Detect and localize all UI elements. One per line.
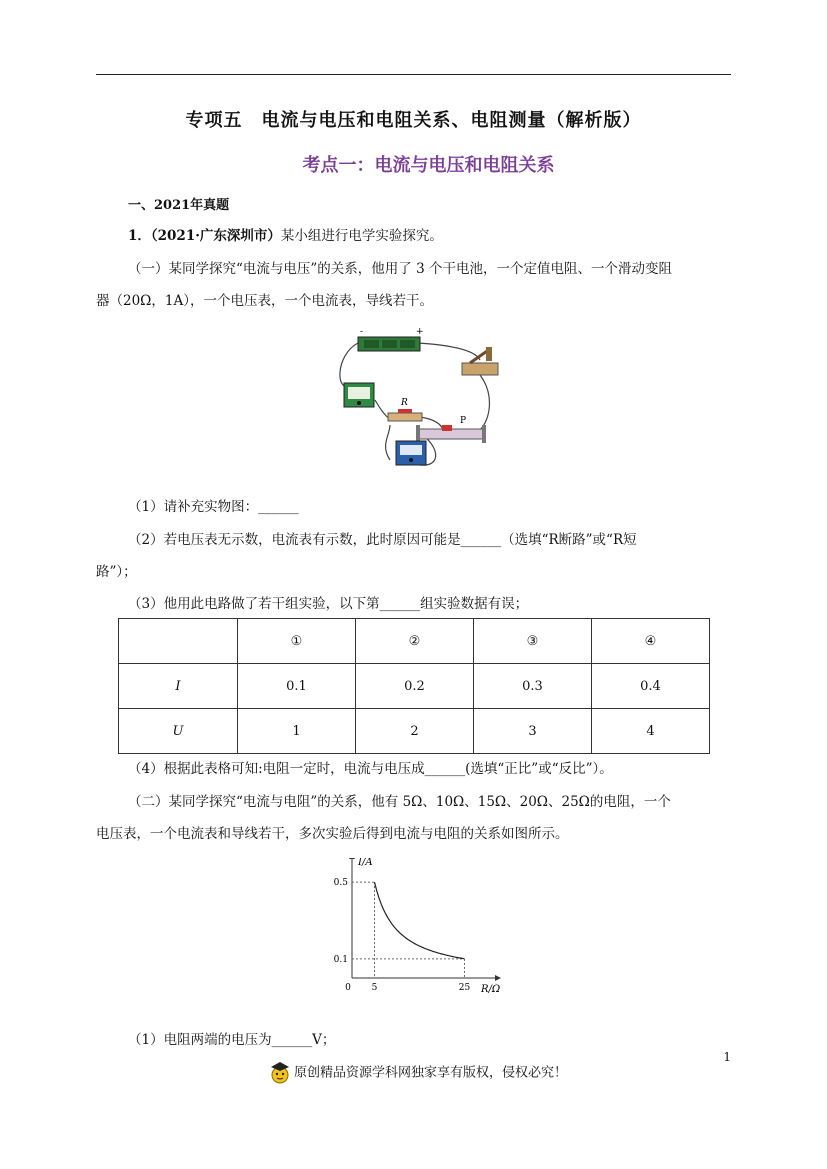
resistor-icon [388, 409, 422, 421]
table-cell: 4 [592, 709, 710, 754]
y-tick-label: 0.1 [333, 954, 348, 965]
question-b1: （1）电阻两端的电压为______V； [128, 1032, 336, 1048]
table-row [119, 664, 710, 709]
table-header-cell: ④ [592, 619, 710, 664]
question-4: （4）根据此表格可知:电阻一定时，电流与电压成______(选填“正比”或“反比”）。 [128, 761, 613, 777]
y-axis-label: I/A [358, 858, 373, 868]
part1-line2: 器（20Ω，1A），一个电压表，一个电流表，导线若干。 [96, 293, 433, 309]
rheostat-icon [416, 425, 486, 443]
x-axis-arrow [495, 975, 501, 981]
question-2-line1: （2）若电压表无示数，电流表有示数，此时原因可能是______（选填“R断路”或“R短 [128, 532, 637, 548]
question-1-line [128, 226, 443, 246]
section-heading: 一、2021年真题 [128, 198, 230, 213]
table-cell: 0.1 [238, 664, 356, 709]
table-cell: 2 [356, 709, 474, 754]
table-row-label: I [119, 664, 238, 709]
x-tick-label: 25 [458, 983, 471, 993]
question-source: 1．（2021·广东深圳市） [128, 228, 281, 244]
question-2-line2: 路”）； [96, 564, 137, 580]
y-axis-arrow [349, 858, 355, 859]
footer-text: 原创精品资源学科网独家享有版权，侵权必究！ [294, 1065, 568, 1081]
page-number: 1 [723, 1050, 731, 1064]
table-cell: 0.2 [356, 664, 474, 709]
table-row-label: U [119, 709, 238, 754]
voltmeter-icon [344, 383, 374, 407]
header-rule [96, 74, 731, 75]
table-cell [119, 619, 238, 664]
x-axis-label: R/Ω [481, 984, 501, 995]
part2-line1: （二）某同学探究“电流与电阻”的关系，他有 5Ω、10Ω、15Ω、20Ω、25Ω的电阻，一个 [128, 794, 671, 810]
x-tick-label: 0 [345, 983, 351, 993]
page-subtitle: 考点一：电流与电压和电阻关系 [302, 155, 555, 176]
x-tick-label: 5 [371, 983, 378, 993]
circuit-figure [330, 325, 520, 470]
resistor-label: R [401, 398, 408, 408]
question-text: 某小组进行电学实验探究。 [280, 228, 443, 244]
data-table [118, 618, 710, 754]
table-cell: 1 [238, 709, 356, 754]
slider-label: P [460, 416, 467, 426]
mascot-icon [268, 1061, 294, 1085]
battery-plus-label: + [416, 327, 424, 337]
part2-line2: 电压表，一个电流表和导线若干，多次实验后得到电流与电阻的关系如图所示。 [96, 826, 569, 842]
table-header-row [119, 619, 710, 664]
table-cell: 3 [474, 709, 592, 754]
series-line [375, 882, 465, 959]
footer [268, 1061, 567, 1085]
current-resistance-chart [325, 858, 505, 1008]
table-header-cell: ③ [474, 619, 592, 664]
table-row [119, 709, 710, 754]
ammeter-icon [396, 441, 426, 465]
page-title: 专项五 电流与电压和电阻关系、电阻测量（解析版） [185, 110, 642, 131]
table-header-cell: ① [238, 619, 356, 664]
y-tick-label: 0.5 [333, 878, 348, 889]
battery-icon [358, 337, 420, 351]
part1-line1: （一）某同学探究“电流与电压”的关系，他用了 3 个干电池，一个定值电阻、一个滑动变阻 [128, 261, 672, 277]
battery-minus-label: - [360, 327, 364, 337]
question-1: （1）请补充实物图：______ [128, 499, 299, 515]
table-cell: 0.3 [474, 664, 592, 709]
table-header-cell: ② [356, 619, 474, 664]
question-3: （3）他用此电路做了若干组实验，以下第______组实验数据有误； [128, 596, 529, 612]
table-cell: 0.4 [592, 664, 710, 709]
